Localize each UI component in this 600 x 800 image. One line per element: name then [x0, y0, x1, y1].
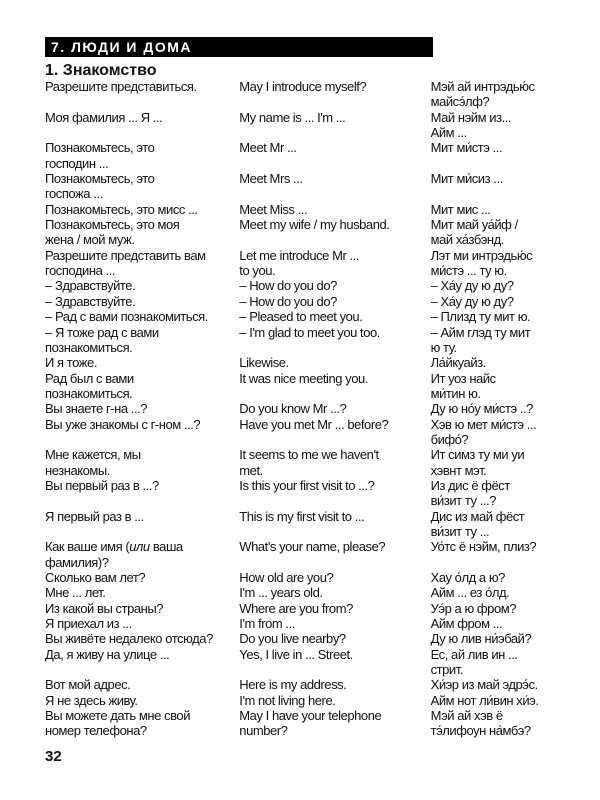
- transcription: Уо́тс ё нэйм, плиз?: [430, 539, 537, 555]
- phrase-row: [45, 248, 595, 279]
- transcription: Айм ... ез о́лд.: [430, 585, 510, 601]
- phrase-row: [45, 202, 595, 217]
- english-phrase: Where are you from?: [239, 600, 353, 616]
- russian-phrase: И я тоже.: [45, 355, 97, 371]
- russian-phrase: Вы можете дать мне свой номер телефона?: [45, 708, 191, 739]
- transcription: Айм фром ...: [430, 616, 503, 632]
- phrase-row: [45, 539, 595, 570]
- phrase-row: [45, 478, 595, 509]
- phrase-table: [45, 79, 595, 739]
- english-phrase: – How do you do?: [239, 293, 337, 309]
- transcription: Хау о́лд а ю?: [430, 570, 505, 585]
- russian-phrase: Разрешите представиться.: [45, 79, 197, 94]
- phrase-row: [45, 708, 595, 739]
- phrase-row: [45, 140, 595, 171]
- transcription: Хи́эр из май эдрэ́с.: [430, 677, 538, 693]
- transcription: Ес, ай лив ин ... стрит.: [430, 646, 518, 678]
- russian-phrase: Рад был с вами познакомиться.: [45, 370, 134, 401]
- russian-phrase-part: ваша фамилия)?: [45, 539, 183, 570]
- russian-phrase: Вот мой адрес.: [45, 677, 131, 693]
- russian-phrase: Познакомьтесь, это господин ...: [45, 140, 155, 171]
- transcription: Уэ́р а ю фром?: [430, 600, 517, 616]
- english-phrase: May I introduce myself?: [239, 79, 367, 94]
- english-phrase: Is this your first visit to ...?: [239, 477, 375, 493]
- transcription: Мит ми́стэ ...: [430, 140, 503, 156]
- russian-phrase-part: Как ваше имя (: [45, 539, 130, 555]
- phrase-row: [45, 585, 595, 600]
- transcription: – Плизд ту мит ю.: [430, 309, 531, 325]
- english-phrase: Let me introduce Mr ... to you.: [239, 247, 359, 279]
- phrase-row: [45, 401, 595, 416]
- english-phrase: Meet Mrs ...: [239, 171, 303, 187]
- russian-phrase: – Я тоже рад с вами познакомиться.: [45, 324, 159, 355]
- english-phrase: Have you met Mr ... before?: [239, 416, 389, 432]
- russian-phrase: [45, 539, 239, 570]
- phrase-row: [45, 616, 595, 631]
- russian-phrase: Моя фамилия ... Я ...: [45, 109, 163, 125]
- transcription: Ла́йкуайз.: [430, 355, 486, 371]
- english-phrase: Do you know Mr ...?: [239, 401, 347, 417]
- english-phrase: Here is my address.: [239, 677, 347, 693]
- english-phrase: May I have your telephone number?: [239, 708, 382, 739]
- phrase-row: [45, 325, 595, 356]
- russian-phrase: Познакомьтесь, это мисс ...: [45, 201, 198, 217]
- russian-phrase: Вы живёте недалеко отсюда?: [45, 631, 213, 647]
- english-phrase: I'm not living here.: [239, 692, 336, 708]
- russian-phrase: Я не здесь живу.: [45, 692, 138, 708]
- phrase-row: [45, 309, 595, 324]
- phrase-row: [45, 371, 595, 402]
- transcription: Айм нот ли́вин хи́э.: [430, 692, 539, 708]
- phrase-row: [45, 447, 595, 478]
- transcription: Лэт ми интрэдью́с ми́стэ ... ту ю.: [430, 247, 533, 279]
- english-phrase: My name is ... I'm ...: [239, 109, 346, 125]
- russian-phrase: Разрешите представить вам господина ...: [45, 247, 206, 279]
- english-phrase: It seems to me we haven't met.: [239, 447, 379, 478]
- english-phrase: It was nice meeting you.: [239, 370, 368, 386]
- transcription: – Ха́у ду ю ду?: [430, 293, 514, 309]
- russian-phrase: Познакомьтесь, это госпожа ...: [45, 171, 155, 202]
- english-phrase: – How do you do?: [239, 278, 337, 294]
- transcription: Ит уоз найс ми́тин ю.: [430, 370, 496, 401]
- phrase-row: [45, 294, 595, 309]
- transcription: Из дис ё фёст ви́зит ту ...?: [430, 477, 510, 509]
- english-phrase: This is my first visit to ...: [239, 508, 365, 524]
- russian-phrase: Вы первый раз в ...?: [45, 477, 159, 493]
- english-phrase: – I'm glad to meet you too.: [239, 324, 380, 340]
- english-phrase: Do you live nearby?: [239, 631, 346, 647]
- phrase-row: [45, 171, 595, 202]
- phrase-row: [45, 631, 595, 646]
- russian-phrase: Да, я живу на улице ...: [45, 646, 170, 662]
- phrase-row: [45, 647, 595, 678]
- phrase-row: [45, 417, 595, 448]
- page-number: 32: [45, 748, 62, 765]
- russian-phrase: Из какой вы страны?: [45, 600, 164, 616]
- russian-phrase: – Здравствуйте.: [45, 293, 136, 309]
- transcription: – Ха́у ду ю ду?: [430, 278, 514, 294]
- english-phrase: Yes, I live in ... Street.: [239, 646, 353, 662]
- english-phrase: What's your name, please?: [239, 539, 386, 555]
- transcription: Ду ю лив ни́эбай?: [430, 631, 532, 647]
- transcription: Мит май уа́йф / май ха́збэнд.: [430, 217, 518, 248]
- transcription: Ду ю но́у ми́стэ ..?: [430, 401, 533, 417]
- transcription: Мит мис ...: [430, 201, 491, 217]
- transcription: Дис из май фёст ви́зит ту ...: [430, 508, 525, 539]
- russian-phrase: Я первый раз в ...: [45, 508, 144, 524]
- russian-phrase-part: или: [129, 539, 150, 555]
- phrase-row: [45, 570, 595, 585]
- russian-phrase: Познакомьтесь, это моя жена / мой муж.: [45, 217, 180, 248]
- english-phrase: I'm from ...: [239, 616, 295, 632]
- transcription: Май нэйм из... Айм ...: [430, 109, 512, 141]
- chapter-header: 7. ЛЮДИ И ДОМА: [45, 37, 433, 57]
- english-phrase: I'm ... years old.: [239, 585, 323, 601]
- phrase-row: [45, 677, 595, 692]
- phrase-row: [45, 601, 595, 616]
- english-phrase: – Pleased to meet you.: [239, 309, 363, 325]
- transcription: Мэй ай интрэдью́с майсэ́лф?: [430, 79, 535, 110]
- russian-phrase: Мне кажется, мы незнакомы.: [45, 447, 141, 478]
- phrase-row: [45, 693, 595, 708]
- phrase-row: [45, 79, 595, 110]
- russian-phrase: – Рад с вами познакомиться.: [45, 309, 208, 325]
- phrase-row: [45, 217, 595, 248]
- russian-phrase: Сколько вам лет?: [45, 570, 146, 585]
- phrase-row: [45, 355, 595, 370]
- transcription: – Айм глэд ту мит ю ту.: [430, 324, 531, 355]
- english-phrase: Meet Mr ...: [239, 140, 297, 156]
- russian-phrase: Вы уже знакомы с г-ном ...?: [45, 416, 201, 432]
- transcription: Мит ми́сиз ...: [430, 171, 503, 187]
- english-phrase: How old are you?: [239, 570, 334, 585]
- phrase-row: [45, 278, 595, 293]
- transcription: Мэй ай хэв ё тэ́лифоун на́мбэ?: [430, 708, 531, 739]
- russian-phrase: Мне ... лет.: [45, 585, 106, 601]
- transcription: Ит симз ту ми уи хэвнт мэт.: [430, 447, 525, 478]
- english-phrase: Meet my wife / my husband.: [239, 217, 390, 233]
- section-title: 1. Знакомство: [45, 62, 157, 79]
- english-phrase: Meet Miss ...: [239, 201, 308, 217]
- transcription: Хэв ю мет ми́стэ ... бифо́?: [430, 416, 537, 447]
- english-phrase: Likewise.: [239, 355, 289, 371]
- phrase-row: [45, 110, 595, 141]
- russian-phrase: Я приехал из ...: [45, 616, 132, 632]
- russian-phrase: – Здравствуйте.: [45, 278, 136, 294]
- russian-phrase: Вы знаете г-на ...?: [45, 401, 148, 417]
- phrase-row: [45, 509, 595, 540]
